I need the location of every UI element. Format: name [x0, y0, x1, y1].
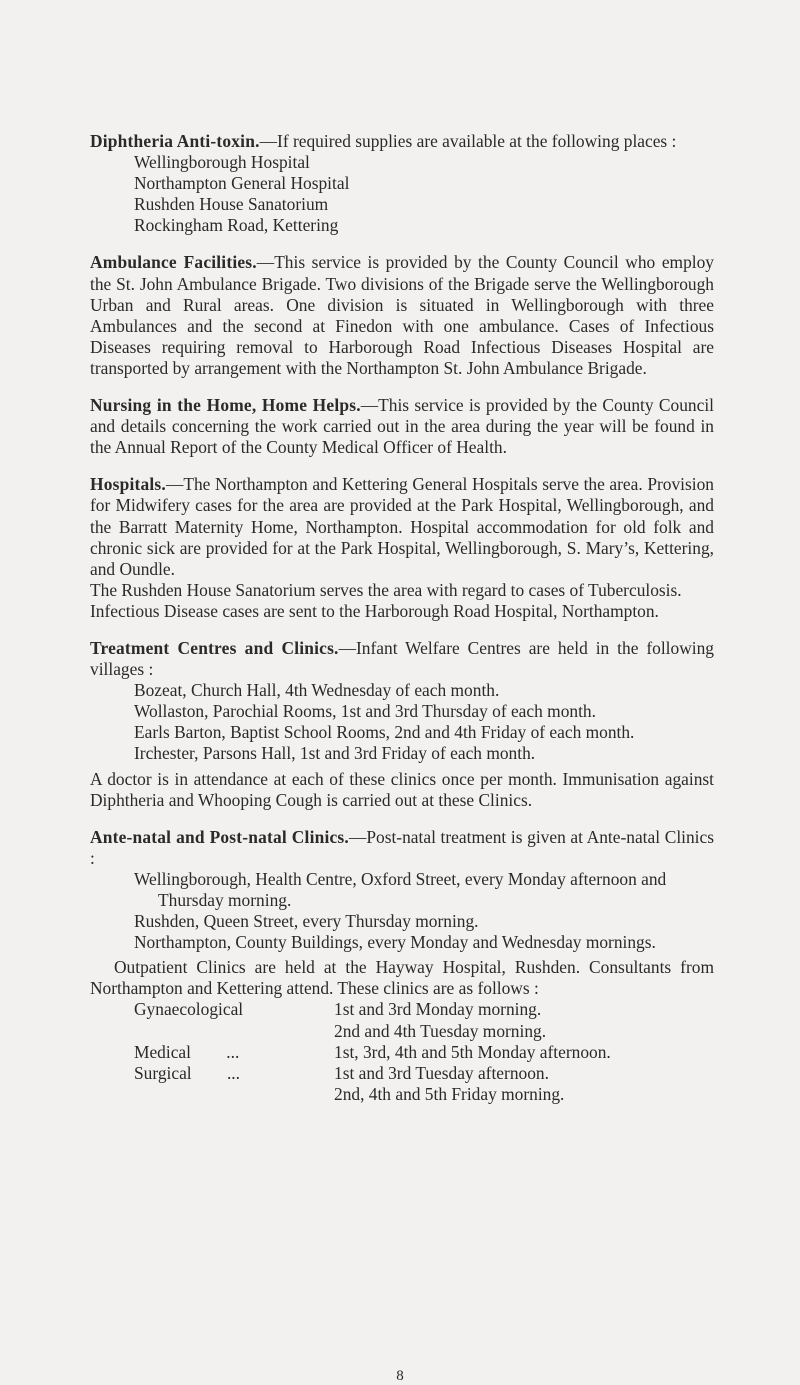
section-heading: Ante-natal and Post-natal Clinics.: [90, 826, 349, 847]
list-item: Wellingborough, Health Centre, Oxford Street, every Monday afternoon and Thursday morning.: [134, 868, 667, 910]
list-item: Bozeat, Church Hall, 4th Wednesday of each month.: [134, 680, 500, 701]
list-item: Irchester, Parsons Hall, 1st and 3rd Friday of each month.: [134, 743, 536, 764]
table-row: [90, 1063, 714, 1084]
paragraph: Outpatient Clinics are held at the Hayway Hospital, Rushden. Consultants from Northampton and Kettering attend. These clinics are as follows :: [90, 957, 714, 999]
list-item: Wollaston, Parochial Rooms, 1st and 3rd Thursday of each month.: [134, 701, 596, 722]
list-item: Rushden House Sanatorium: [134, 194, 329, 215]
clinic-time: 1st and 3rd Tuesday afternoon.: [334, 1062, 549, 1083]
section-text: —This service is provided by the County Council and details concerning the work carried out in the area during the year will be found in the Annual Report of the County Medical Officer of Health.: [90, 395, 714, 458]
section-heading: Treatment Centres and Clinics.: [90, 637, 339, 658]
list-item: Earls Barton, Baptist School Rooms, 2nd and 4th Friday of each month.: [134, 722, 635, 743]
section-diphtheria: [90, 131, 714, 236]
section-text: —This service is provided by the County Council who employ the St. John Ambulance Brigade. Two divisions of the Brigade serve the Wellingborough Urban and Rural areas. One division is situated in Wellingborough with three Ambulances and the second at Finedon with one ambulance. Cases of Infectious Diseases requiring removal to Harborough Road Infectious Diseases Hospital are transported by arrangement with the Northampton St. John Ambulance Brigade.: [90, 252, 714, 378]
clinic-name: Medical: [134, 1041, 191, 1062]
clinic-time: 2nd, 4th and 5th Friday morning.: [334, 1083, 565, 1104]
section-text: —Infant Welfare Centres are held in the following villages :: [90, 637, 714, 680]
section-ambulance: [90, 252, 714, 379]
page-number: 8: [396, 1368, 404, 1384]
section-treatment: [90, 638, 714, 811]
clinic-time: 2nd and 4th Tuesday morning.: [334, 1020, 547, 1041]
page-content: [90, 131, 714, 1105]
table-row: [90, 1042, 714, 1063]
table-row: [90, 999, 714, 1020]
section-heading: Nursing in the Home, Home Helps.: [90, 395, 361, 416]
antenatal-list: [90, 869, 714, 953]
section-nursing: [90, 395, 714, 458]
section-text: —The Northampton and Kettering General Hospitals serve the area. Provision for Midwifery cases for the area are provided at the Park Hospital, Wellingborough, and the Barratt Maternity Home, Northampton. Hospital accommodation for old folk and chronic sick are provided for at the Park Hospital, Wellingborough, S. Mary’s, Kettering, and Oundle.: [90, 474, 714, 579]
section-antenatal: [90, 827, 714, 1105]
list-item: Northampton General Hospital: [134, 173, 350, 194]
leader-dots: ...: [226, 1041, 240, 1062]
section-heading: Diphtheria Anti-toxin.: [90, 131, 260, 151]
clinic-time: 1st, 3rd, 4th and 5th Monday afternoon.: [334, 1041, 611, 1062]
paragraph: Infectious Disease cases are sent to the Harborough Road Hospital, Northampton.: [90, 600, 659, 621]
clinic-name: Gynaecological: [134, 999, 244, 1020]
section-heading: Ambulance Facilities.: [90, 252, 257, 273]
section-heading: Hospitals.: [90, 474, 166, 495]
clinic-time: 1st and 3rd Monday morning.: [334, 999, 542, 1020]
list-item: Wellingborough Hospital: [134, 152, 310, 173]
list-item: Rockingham Road, Kettering: [134, 215, 339, 236]
section-text: —Post-natal treatment is given at Ante-natal Clinics :: [90, 826, 714, 868]
section-text: —If required supplies are available at the following places :: [259, 131, 677, 151]
outpatient-clinic-table: [90, 999, 714, 1104]
places-list: [90, 152, 714, 236]
paragraph: The Rushden House Sanatorium serves the area with regard to cases of Tuberculosis.: [90, 579, 682, 600]
list-item: Rushden, Queen Street, every Thursday morning.: [134, 911, 479, 932]
paragraph: A doctor is in attendance at each of these clinics once per month. Immunisation against Diphtheria and Whooping Cough is carried out at these Clinics.: [90, 768, 714, 810]
section-hospitals: [90, 474, 714, 622]
table-row: [90, 1021, 714, 1042]
leader-dots: ...: [226, 1062, 240, 1083]
list-item: Northampton, County Buildings, every Monday and Wednesday mornings.: [134, 932, 656, 953]
table-row: [90, 1084, 714, 1105]
clinic-name: Surgical: [134, 1062, 192, 1083]
clinic-list: [90, 680, 714, 764]
